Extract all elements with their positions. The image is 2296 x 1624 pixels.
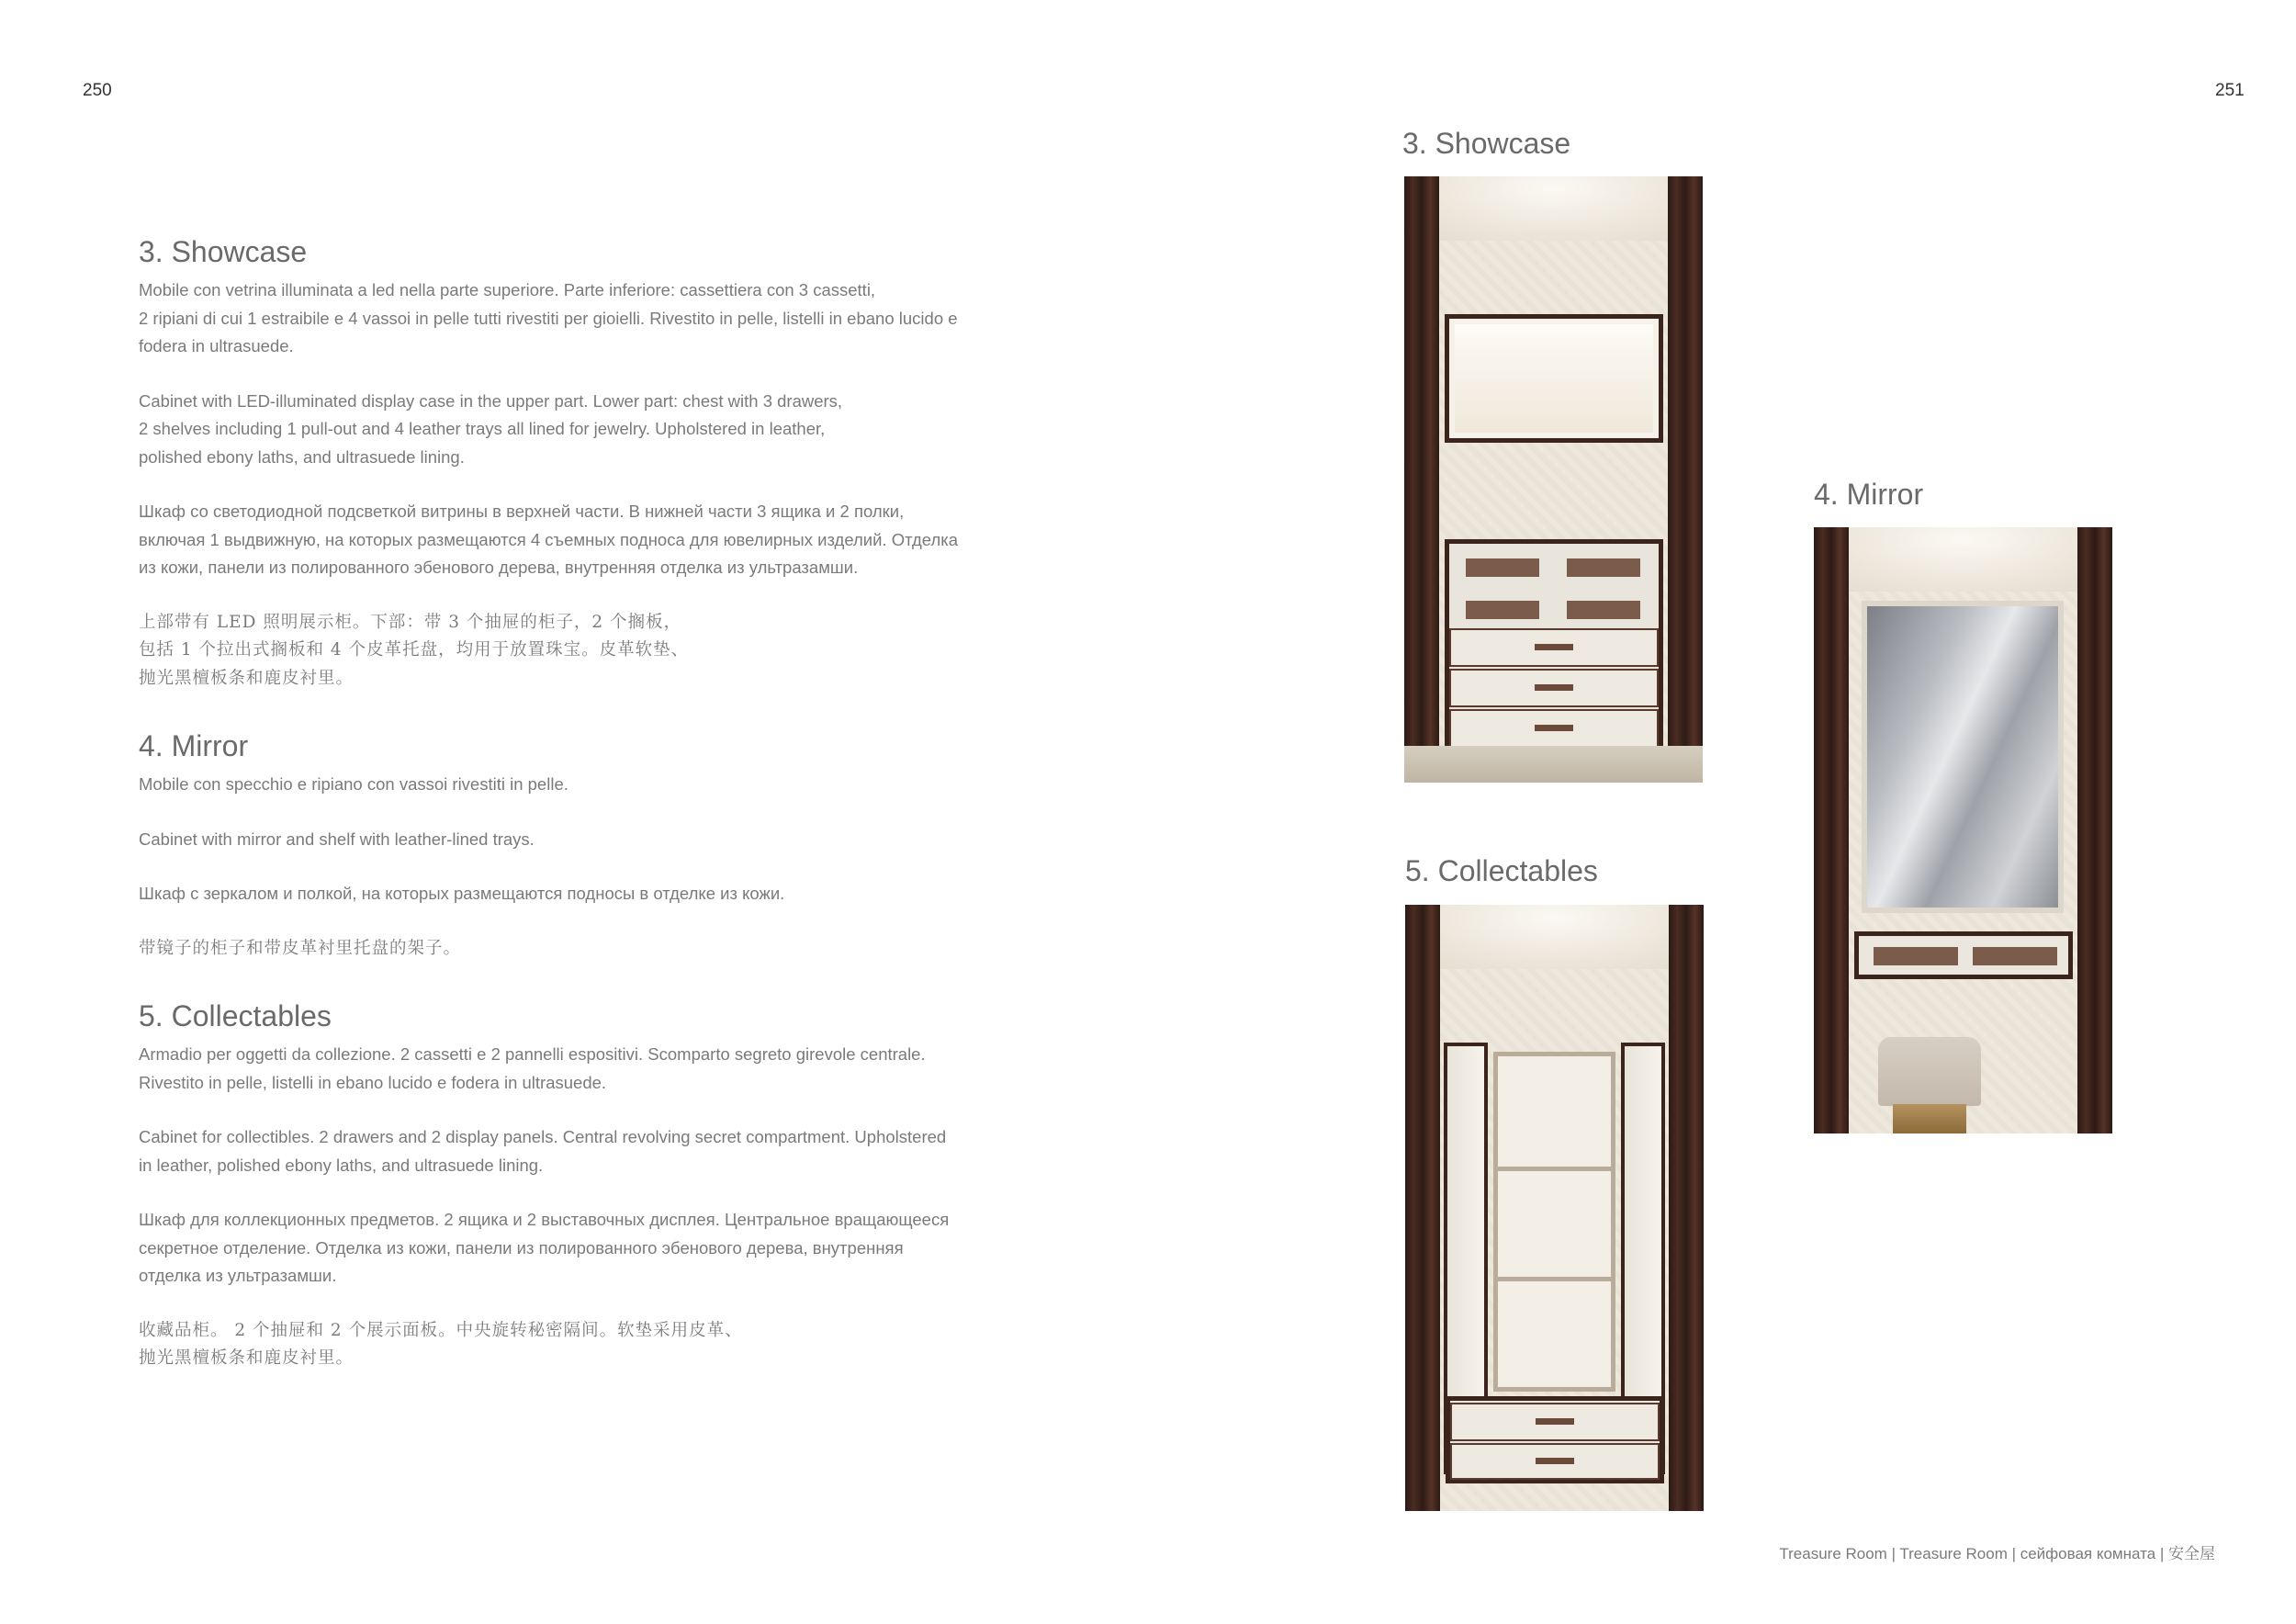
text-line: Cabinet with mirror and shelf with leather-lined trays. (139, 829, 535, 849)
text-line: 2 shelves including 1 pull-out and 4 leather trays all lined for jewelry. Upholstered in leather, (139, 419, 826, 438)
text-line: включая 1 выдвижную, на которых размещаются 4 съемных подноса для ювелирных изделий. Отделка (139, 529, 959, 549)
leather-tray (1874, 947, 1958, 965)
text-line: из кожи, панели из полированного эбенового дерева, внутренняя отделка из ультразамши. (139, 558, 859, 577)
text-line: Armadio per oggetti da collezione. 2 cassetti e 2 pannelli espositivi. Scomparto segreto girevole centrale. (139, 1044, 926, 1064)
image-ceiling (1405, 905, 1704, 969)
display-case (1445, 314, 1663, 443)
text-line: 抛光黑檀板条和鹿皮衬里。 (139, 668, 355, 688)
text-line: Cabinet with LED-illuminated display case in the upper part. Lower part: chest with 3 drawers, (139, 390, 843, 411)
paragraph-italian (139, 1041, 1002, 1097)
section-title: 4. Mirror (139, 729, 249, 762)
text-line: Cabinet for collectibles. 2 drawers and 2 display panels. Central revolving secret compartment. Upholstered (139, 1127, 947, 1146)
drawer-handle (1535, 684, 1573, 691)
section-mirror (139, 729, 1002, 963)
drawer-handle (1535, 644, 1573, 650)
text-line: Шкаф для коллекционных предметов. 2 ящика и 2 выставочных дисплея. Центральное вращающееся (139, 1210, 950, 1229)
display-case-glass (1455, 324, 1653, 433)
text-line: 收藏品柜。 2 个抽屉和 2 个展示面板。中央旋转秘密隔间。软垫采用皮革、 (139, 1320, 743, 1340)
stool-base (1893, 1104, 1966, 1133)
mirror (1862, 601, 2064, 913)
drawer (1449, 709, 1659, 748)
drawer-handle (1536, 1458, 1574, 1464)
drawer (1449, 628, 1659, 667)
drawer (1449, 669, 1659, 707)
text-line: Mobile con specchio e ripiano con vassoi rivestiti in pelle. (139, 774, 568, 794)
running-footer: Treasure Room | Treasure Room | сейфовая комната | 安全屋 (1779, 1545, 2215, 1562)
text-line: секретное отделение. Отделка из кожи, панели из полированного эбенового дерева, внутренняя (139, 1237, 904, 1257)
paragraph-italian (139, 276, 1002, 361)
stool-cushion (1878, 1037, 1981, 1106)
ebony-panel-right (1668, 176, 1703, 783)
drawer-handle (1535, 725, 1573, 731)
ebony-panel-left (1404, 176, 1439, 783)
section-title: 5. Collectables (139, 999, 332, 1032)
paragraph-chinese (139, 609, 1002, 694)
mirror-shelf (1854, 931, 2073, 979)
paragraph-russian (139, 1206, 1002, 1291)
collectables-image (1405, 905, 1704, 1511)
description-column (139, 235, 1002, 1400)
paragraph-chinese (139, 935, 1002, 964)
paragraph-english (139, 826, 1002, 854)
section-title: 3. Showcase (139, 235, 308, 268)
shelf (1498, 1167, 1611, 1171)
ebony-panel-right (1669, 905, 1704, 1511)
text-line: Rivestito in pelle, listelli in ebano lucido e fodera in ultrasuede. (139, 1072, 607, 1092)
ebony-panel-left (1405, 905, 1440, 1511)
drawer (1450, 1403, 1660, 1441)
text-line: 包括 1 个拉出式搁板和 4 个皮革托盘，均用于放置珠宝。皮革软垫、 (139, 640, 690, 660)
showcase-image (1404, 176, 1703, 783)
photo-title-showcase: 3. Showcase (1402, 127, 1571, 160)
photo-title-collectables: 5. Collectables (1405, 854, 1598, 887)
ebony-panel-left (1814, 527, 1849, 1133)
paragraph-english (139, 388, 1002, 472)
leather-tray (1466, 601, 1539, 619)
revolving-compartment (1493, 1052, 1615, 1392)
leather-tray (1567, 601, 1640, 619)
leather-tray (1567, 558, 1640, 577)
text-line: Шкаф со светодиодной подсветкой витрины в верхней части. В нижней части 3 ящика и 2 полки, (139, 502, 905, 521)
paragraph-italian (139, 771, 1002, 799)
drawer-handle (1536, 1418, 1574, 1425)
image-floor (1404, 746, 1703, 783)
text-line: in leather, polished ebony laths, and ultrasuede lining. (139, 1155, 544, 1175)
text-line: отделка из ультразамши. (139, 1266, 337, 1285)
text-line: Mobile con vetrina illuminata a led nella parte superiore. Parte inferiore: cassettiera con 3 cassetti, (139, 280, 876, 299)
drawer (1450, 1443, 1660, 1480)
text-line: polished ebony laths, and ultrasuede lining. (139, 446, 465, 467)
paragraph-russian (139, 880, 1002, 908)
paragraph-russian (139, 498, 1002, 582)
mirror-image (1814, 527, 2112, 1133)
leather-tray (1466, 558, 1539, 577)
paragraph-english (139, 1123, 1002, 1179)
leather-tray (1973, 947, 2057, 965)
text-line: 2 ripiani di cui 1 estraibile e 4 vassoi in pelle tutti rivestiti per gioielli. Rivestito in pelle, listelli in ebano lucido e (139, 308, 958, 328)
ebony-panel-right (2077, 527, 2112, 1133)
text-line: 抛光黑檀板条和鹿皮衬里。 (139, 1348, 355, 1368)
page-number-left: 250 (83, 81, 112, 100)
lower-drawers (1446, 1396, 1664, 1483)
lower-chest (1445, 539, 1663, 750)
text-line: Шкаф с зеркалом и полкой, на которых размещаются подносы в отделке из кожи. (139, 884, 785, 903)
paragraph-chinese (139, 1317, 1002, 1373)
shelf (1498, 1277, 1611, 1281)
section-collectables (139, 999, 1002, 1373)
text-line: 带镜子的柜子和带皮革衬里托盘的架子。 (139, 938, 462, 958)
page-number-right: 251 (2215, 81, 2245, 100)
section-showcase (139, 235, 1002, 693)
image-ceiling (1404, 176, 1703, 241)
image-ceiling (1814, 527, 2112, 592)
text-line: fodera in ultrasuede. (139, 336, 294, 355)
text-line: 上部带有 LED 照明展示柜。下部：带 3 个抽屉的柜子，2 个搁板， (139, 612, 682, 632)
photo-title-mirror: 4. Mirror (1814, 478, 1924, 511)
